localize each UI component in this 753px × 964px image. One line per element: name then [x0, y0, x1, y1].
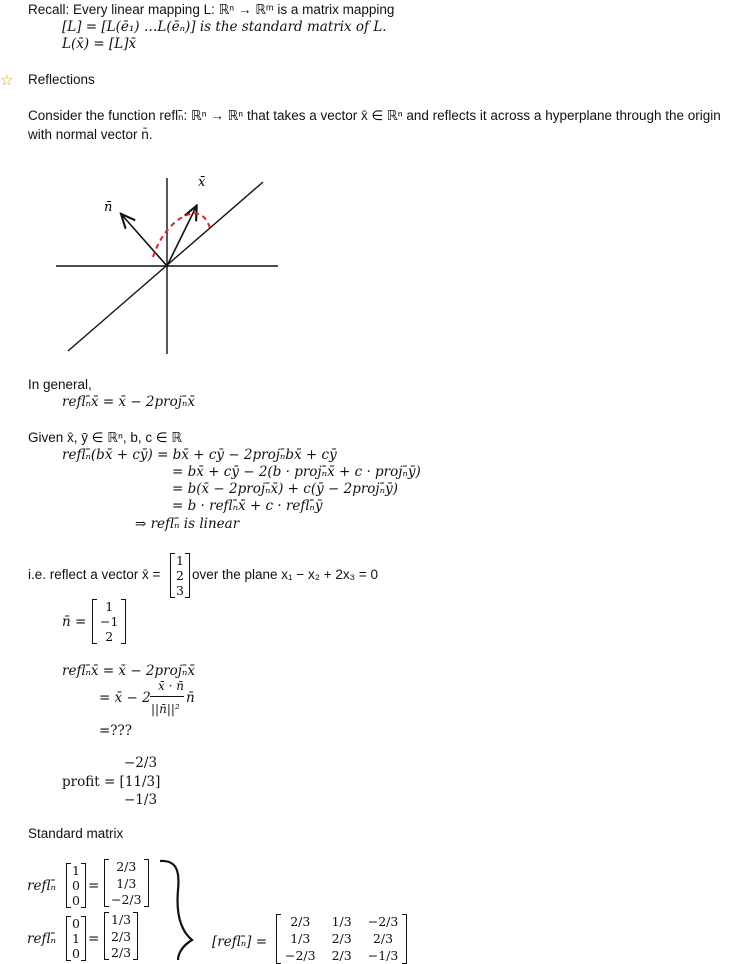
calc-line-1: reflₙ̄x̄ = x̄ − 2projₙ̄x̄ [62, 663, 196, 679]
equals-2: = [88, 931, 100, 947]
matrix-cell: 2/3 [331, 948, 352, 963]
x-vector [170, 553, 190, 598]
matrix-cell: 2/3 [372, 931, 394, 946]
r1-entry: 2/3 [116, 859, 137, 874]
example-suffix: over the plane x₁ − x₂ + 2x₃ = 0 [192, 567, 379, 582]
standard-matrix-label: [reflₙ̄] = [212, 934, 268, 950]
calc-fraction-num: x̄ · n̄ [158, 679, 184, 693]
e2-entry: 1 [72, 931, 80, 946]
proof-conclusion: ⇒ reflₙ̄ is linear [135, 516, 240, 532]
recall-line-3: L(x̄) = [L]x̄ [62, 36, 137, 52]
standard-heading: Standard matrix [28, 826, 124, 841]
proof-line-4: = b · reflₙ̄x̄ + c · reflₙ̄ȳ [172, 498, 323, 514]
curly-brace [158, 858, 208, 960]
matrix-cell: −2/3 [285, 948, 316, 963]
reflection-diagram [50, 170, 290, 360]
e2-entry: 0 [72, 916, 80, 931]
matrix-cell: 2/3 [331, 931, 352, 946]
n-vector-entry: 2 [105, 629, 114, 644]
standard-matrix [276, 914, 407, 964]
matrix-cell: 2/3 [290, 914, 311, 929]
r2-entry: 2/3 [111, 945, 132, 960]
label-x: x̄ [198, 175, 206, 190]
r2-entry: 2/3 [111, 928, 132, 944]
profit-label: profit = [11/3] [62, 774, 161, 790]
calc-line-3: =??? [99, 723, 133, 739]
e1-entry: 0 [72, 893, 80, 908]
r2-entry: 1/3 [111, 912, 132, 927]
n-vector [92, 599, 126, 644]
e2-vector [66, 916, 86, 961]
calc-line-2-lhs: = x̄ − 2 [99, 690, 151, 706]
proof-line-2: = bx̄ + cȳ − 2(b · projₙ̄x̄ + c · projₙ̄ȳ) [172, 464, 421, 480]
matrix-cell: 1/3 [331, 914, 352, 929]
n-vector-entry: −1 [100, 614, 119, 629]
x-vector-entry: 1 [176, 553, 184, 568]
profit-bottom: −1/3 [124, 792, 158, 808]
given-line: Given x̄, ȳ ∈ ℝⁿ, b, c ∈ ℝ [28, 430, 183, 445]
x-vector-entry: 2 [176, 568, 184, 583]
example-prefix: i.e. reflect a vector x̄ = [28, 567, 161, 582]
x-vector-entry: 3 [176, 583, 184, 598]
matrix-cell: 1/3 [290, 931, 311, 946]
equals-1: = [88, 878, 100, 894]
n-vector-entry: 1 [105, 599, 114, 614]
fraction-bar [150, 696, 184, 697]
n-label: n̄ = [62, 614, 87, 630]
r1-entry: 1/3 [116, 875, 137, 891]
refl-label-1: reflₙ̄ [27, 878, 56, 894]
label-n: n̄ [104, 200, 113, 215]
matrix-cell: −2/3 [367, 914, 399, 929]
e2-entry: 0 [72, 946, 80, 961]
refl-label-2: reflₙ̄ [27, 931, 56, 947]
vector-x-arrow [167, 207, 196, 266]
e1-entry: 0 [72, 878, 80, 893]
consider-line-1: Consider the function reflₙ̄: ℝⁿ → ℝⁿ that takes a vector x̄ ∈ ℝⁿ and reflects it across a hyperplane through the origin [28, 108, 721, 123]
reflections-heading: Reflections [28, 72, 95, 87]
general-intro: In general, [28, 377, 92, 392]
general-formula: reflₙ̄x̄ = x̄ − 2projₙ̄x̄ [62, 394, 196, 410]
r2-vector [104, 912, 138, 960]
e1-entry: 1 [72, 863, 80, 878]
proof-line-1: reflₙ̄(bx̄ + cȳ) = bx̄ + cȳ − 2projₙ̄bx̄ + cȳ [62, 447, 337, 463]
recall-line-1: Recall: Every linear mapping L: ℝⁿ → ℝᵐ is a matrix mapping [28, 2, 395, 17]
star-icon: ☆ [0, 72, 14, 89]
calc-line-2-tail: n̄ [186, 690, 195, 706]
recall-line-2: [L] = [L(ē₁) …L(ēₙ)] is the standard matrix of L. [62, 19, 387, 35]
consider-line-2: with normal vector n̄. [28, 127, 153, 142]
r1-vector [104, 859, 149, 907]
proof-line-3: = b(x̄ − 2projₙ̄x̄) + c(ȳ − 2projₙ̄ȳ) [172, 481, 398, 497]
profit-top: −2/3 [124, 755, 158, 771]
e1-vector [66, 863, 86, 908]
r1-entry: −2/3 [111, 892, 142, 907]
matrix-cell: −1/3 [367, 948, 399, 963]
calc-fraction-den: ||n̄||² [151, 702, 180, 716]
